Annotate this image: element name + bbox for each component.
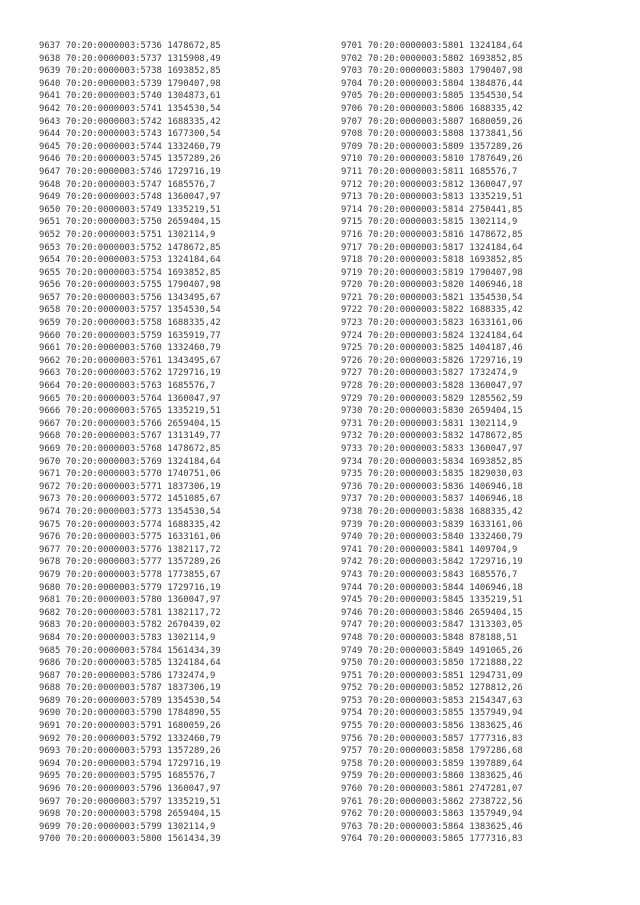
record-line: 9698 70:20:0000003:5798 2659404,15: [39, 809, 221, 820]
record-line: 9707 70:20:0000003:5807 1680059,26: [341, 116, 523, 127]
record-line: 9637 70:20:0000003:5736 1478672,85: [39, 41, 221, 51]
record-line: 9658 70:20:0000003:5757 1354530,54: [39, 305, 221, 316]
record-line: 9757 70:20:0000003:5858 1797286,68: [341, 746, 523, 757]
record-line: 9662 70:20:0000003:5761 1343495,67: [39, 355, 221, 366]
record-line: 9748 70:20:0000003:5848 878188,51: [341, 632, 518, 643]
record-line: 9639 70:20:0000003:5738 1693852,85: [39, 66, 221, 77]
record-line: 9679 70:20:0000003:5778 1773855,67: [39, 569, 221, 580]
record-line: 9657 70:20:0000003:5756 1343495,67: [39, 292, 221, 303]
record-line: 9713 70:20:0000003:5813 1335219,51: [341, 192, 523, 203]
record-line: 9720 70:20:0000003:5820 1406946,18: [341, 280, 523, 291]
record-line: 9715 70:20:0000003:5815 1302114,9: [341, 217, 518, 228]
record-line: 9650 70:20:0000003:5749 1335219,51: [39, 204, 221, 215]
record-line: 9724 70:20:0000003:5824 1324184,64: [341, 330, 523, 341]
record-line: 9725 70:20:0000003:5825 1404187,46: [341, 343, 523, 354]
record-line: 9761 70:20:0000003:5862 2738722,56: [341, 796, 523, 807]
record-line: 9660 70:20:0000003:5759 1635919,77: [39, 330, 221, 341]
record-line: 9643 70:20:0000003:5742 1688335,42: [39, 116, 221, 127]
record-line: 9722 70:20:0000003:5822 1688335,42: [341, 305, 523, 316]
record-line: 9764 70:20:0000003:5865 1777316,83: [341, 834, 523, 845]
record-line: 9726 70:20:0000003:5826 1729716,19: [341, 355, 523, 366]
record-line: 9673 70:20:0000003:5772 1451085,67: [39, 494, 221, 505]
record-line: 9750 70:20:0000003:5850 1721888,22: [341, 658, 523, 669]
record-line: 9755 70:20:0000003:5856 1383625,46: [341, 721, 523, 732]
record-line: 9747 70:20:0000003:5847 1313303,05: [341, 620, 523, 631]
record-line: 9652 70:20:0000003:5751 1302114,9: [39, 229, 216, 240]
record-line: 9696 70:20:0000003:5796 1360047,97: [39, 784, 221, 795]
record-line: 9743 70:20:0000003:5843 1685576,7: [341, 569, 518, 580]
record-line: 9640 70:20:0000003:5739 1790407,98: [39, 78, 221, 89]
record-line: 9656 70:20:0000003:5755 1790407,98: [39, 280, 221, 291]
record-line: 9718 70:20:0000003:5818 1693852,85: [341, 255, 523, 266]
record-line: 9716 70:20:0000003:5816 1478672,85: [341, 229, 523, 240]
record-line: 9756 70:20:0000003:5857 1777316,83: [341, 733, 523, 744]
record-line: 9689 70:20:0000003:5789 1354530,54: [39, 695, 221, 706]
record-line: 9754 70:20:0000003:5855 1357949,94: [341, 708, 523, 719]
record-line: 9763 70:20:0000003:5864 1383625,46: [341, 821, 523, 832]
record-line: 9690 70:20:0000003:5790 1784890,55: [39, 708, 221, 719]
record-line: 9654 70:20:0000003:5753 1324184,64: [39, 255, 221, 266]
record-line: 9651 70:20:0000003:5750 2659404,15: [39, 217, 221, 228]
record-line: 9669 70:20:0000003:5768 1478672,85: [39, 444, 221, 454]
record-line: 9745 70:20:0000003:5845 1335219,51: [341, 595, 523, 606]
record-line: 9687 70:20:0000003:5786 1732474,9: [39, 670, 216, 681]
record-line: 9727 70:20:0000003:5827 1732474,9: [341, 368, 518, 379]
record-line: 9680 70:20:0000003:5779 1729716,19: [39, 582, 221, 593]
record-line: 9723 70:20:0000003:5823 1633161,06: [341, 318, 523, 329]
record-line: 9758 70:20:0000003:5859 1397889,64: [341, 758, 523, 769]
record-line: 9692 70:20:0000003:5792 1332460,79: [39, 733, 221, 744]
record-line: 9712 70:20:0000003:5812 1360047,97: [341, 179, 523, 190]
record-line: 9740 70:20:0000003:5840 1332460,79: [341, 532, 523, 543]
record-line: 9665 70:20:0000003:5764 1360047,97: [39, 393, 221, 404]
record-line: 9705 70:20:0000003:5805 1354530,54: [341, 91, 523, 102]
record-line: 9694 70:20:0000003:5794 1729716,19: [39, 758, 221, 769]
record-line: 9701 70:20:0000003:5801 1324184,64: [341, 41, 523, 51]
record-line: 9710 70:20:0000003:5810 1787649,26: [341, 154, 523, 165]
record-line: 9737 70:20:0000003:5837 1406946,18: [341, 494, 523, 505]
record-line: 9691 70:20:0000003:5791 1680059,26: [39, 721, 221, 732]
record-line: 9653 70:20:0000003:5752 1478672,85: [39, 242, 221, 253]
record-line: 9759 70:20:0000003:5860 1383625,46: [341, 771, 523, 782]
record-line: 9659 70:20:0000003:5758 1688335,42: [39, 318, 221, 329]
record-line: 9661 70:20:0000003:5760 1332460,79: [39, 343, 221, 354]
record-line: 9667 70:20:0000003:5766 2659404,15: [39, 418, 221, 429]
record-line: 9719 70:20:0000003:5819 1790407,98: [341, 267, 523, 278]
record-line: 9702 70:20:0000003:5802 1693852,85: [341, 53, 523, 64]
record-line: 9681 70:20:0000003:5780 1360047,97: [39, 595, 221, 606]
record-line: 9642 70:20:0000003:5741 1354530,54: [39, 103, 221, 114]
record-line: 9664 70:20:0000003:5763 1685576,7: [39, 381, 216, 392]
record-line: 9752 70:20:0000003:5852 1278812,26: [341, 683, 523, 694]
record-line: 9731 70:20:0000003:5831 1302114,9: [341, 418, 518, 429]
record-line: 9749 70:20:0000003:5849 1491065,26: [341, 645, 523, 656]
record-line: 9677 70:20:0000003:5776 1382117,72: [39, 544, 221, 555]
record-line: 9668 70:20:0000003:5767 1313149,77: [39, 431, 221, 442]
record-line: 9732 70:20:0000003:5832 1478672,85: [341, 431, 523, 442]
record-line: 9706 70:20:0000003:5806 1688335,42: [341, 103, 523, 114]
record-line: 9638 70:20:0000003:5737 1315908,49: [39, 53, 221, 64]
record-line: 9674 70:20:0000003:5773 1354530,54: [39, 506, 221, 517]
record-line: 9700 70:20:0000003:5800 1561434,39: [39, 834, 221, 845]
record-line: 9704 70:20:0000003:5804 1384876,44: [341, 78, 523, 89]
record-line: 9685 70:20:0000003:5784 1561434,39: [39, 645, 221, 656]
record-line: 9655 70:20:0000003:5754 1693852,85: [39, 267, 221, 278]
record-line: 9735 70:20:0000003:5835 1829030,03: [341, 469, 523, 480]
record-line: 9709 70:20:0000003:5809 1357289,26: [341, 141, 523, 152]
record-line: 9738 70:20:0000003:5838 1688335,42: [341, 506, 523, 517]
record-line: 9762 70:20:0000003:5863 1357949,94: [341, 809, 523, 820]
record-line: 9678 70:20:0000003:5777 1357289,26: [39, 557, 221, 568]
record-line: 9708 70:20:0000003:5808 1373841,56: [341, 129, 523, 140]
record-line: 9688 70:20:0000003:5787 1837306,19: [39, 683, 221, 694]
record-line: 9695 70:20:0000003:5795 1685576,7: [39, 771, 216, 782]
record-line: 9686 70:20:0000003:5785 1324184,64: [39, 658, 221, 669]
record-line: 9728 70:20:0000003:5828 1360047,97: [341, 381, 523, 392]
record-line: 9663 70:20:0000003:5762 1729716,19: [39, 368, 221, 379]
record-line: 9730 70:20:0000003:5830 2659404,15: [341, 406, 523, 417]
record-line: 9739 70:20:0000003:5839 1633161,06: [341, 519, 523, 530]
record-line: 9753 70:20:0000003:5853 2154347,63: [341, 695, 523, 706]
record-line: 9672 70:20:0000003:5771 1837306,19: [39, 481, 221, 492]
record-line: 9742 70:20:0000003:5842 1729716,19: [341, 557, 523, 568]
record-line: 9693 70:20:0000003:5793 1357289,26: [39, 746, 221, 757]
record-line: 9734 70:20:0000003:5834 1693852,85: [341, 456, 523, 467]
record-line: 9736 70:20:0000003:5836 1406946,18: [341, 481, 523, 492]
record-line: 9733 70:20:0000003:5833 1360047,97: [341, 444, 523, 454]
record-line: 9683 70:20:0000003:5782 2670439,02: [39, 620, 221, 631]
record-line: 9714 70:20:0000003:5814 2750441,85: [341, 204, 523, 215]
record-line: 9648 70:20:0000003:5747 1685576,7: [39, 179, 216, 190]
record-line: 9645 70:20:0000003:5744 1332460,79: [39, 141, 221, 152]
record-line: 9675 70:20:0000003:5774 1688335,42: [39, 519, 221, 530]
record-line: 9649 70:20:0000003:5748 1360047,97: [39, 192, 221, 203]
left-column: [39, 40, 329, 846]
record-line: 9721 70:20:0000003:5821 1354530,54: [341, 292, 523, 303]
right-column: [341, 40, 631, 846]
record-line: 9699 70:20:0000003:5799 1302114,9: [39, 821, 216, 832]
record-line: 9682 70:20:0000003:5781 1382117,72: [39, 607, 221, 618]
record-line: 9703 70:20:0000003:5803 1790407,98: [341, 66, 523, 77]
record-line: 9671 70:20:0000003:5770 1740751,06: [39, 469, 221, 480]
record-line: 9729 70:20:0000003:5829 1285562,59: [341, 393, 523, 404]
record-line: 9644 70:20:0000003:5743 1677300,54: [39, 129, 221, 140]
record-line: 9646 70:20:0000003:5745 1357289,26: [39, 154, 221, 165]
record-line: 9744 70:20:0000003:5844 1406946,18: [341, 582, 523, 593]
record-line: 9760 70:20:0000003:5861 2747281,07: [341, 784, 523, 795]
record-line: 9676 70:20:0000003:5775 1633161,06: [39, 532, 221, 543]
record-line: 9666 70:20:0000003:5765 1335219,51: [39, 406, 221, 417]
record-line: 9711 70:20:0000003:5811 1685576,7: [341, 166, 518, 177]
record-line: 9641 70:20:0000003:5740 1304873,61: [39, 91, 221, 102]
record-line: 9746 70:20:0000003:5846 2659404,15: [341, 607, 523, 618]
record-line: 9684 70:20:0000003:5783 1302114,9: [39, 632, 216, 643]
record-line: 9647 70:20:0000003:5746 1729716,19: [39, 166, 221, 177]
record-line: 9670 70:20:0000003:5769 1324184,64: [39, 456, 221, 467]
record-line: 9751 70:20:0000003:5851 1294731,09: [341, 670, 523, 681]
record-line: 9697 70:20:0000003:5797 1335219,51: [39, 796, 221, 807]
record-line: 9717 70:20:0000003:5817 1324184,64: [341, 242, 523, 253]
record-line: 9741 70:20:0000003:5841 1409704,9: [341, 544, 518, 555]
